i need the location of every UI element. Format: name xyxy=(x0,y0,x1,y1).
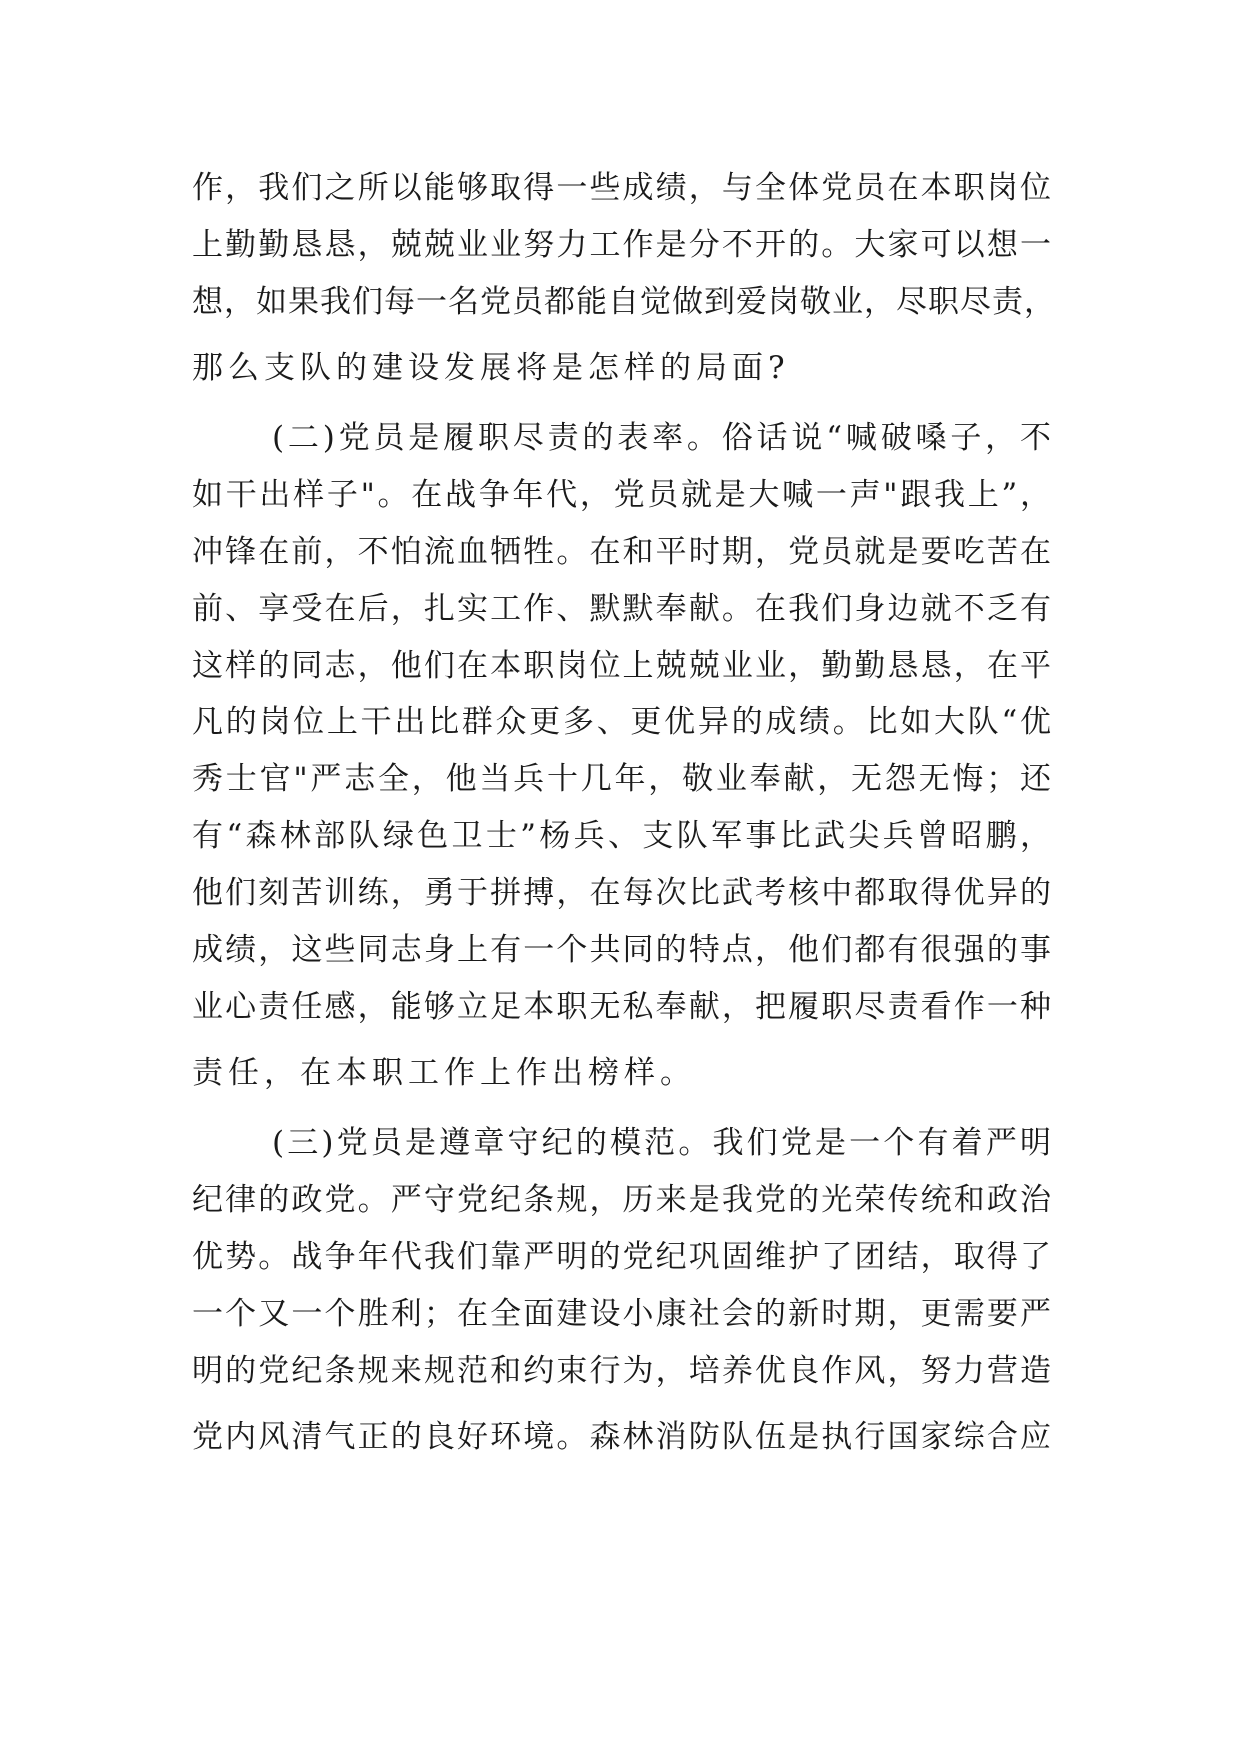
text-line: 凡的岗位上干出比群众更多、更优异的成绩。比如大队“优 xyxy=(192,704,1052,740)
text-line: 前、享受在后，扎实工作、默默奉献。在我们身边就不乏有 xyxy=(192,591,1052,627)
text-line: 一个又一个胜利；在全面建设小康社会的新时期，更需要严 xyxy=(192,1296,1052,1332)
text-line: 业心责任感，能够立足本职无私奉献，把履职尽责看作一种 xyxy=(192,989,1052,1025)
text-line: 想，如果我们每一名党员都能自觉做到爱岗敬业，尽职尽责， xyxy=(192,284,1056,320)
text-line: 秀士官"严志全，他当兵十几年，敬业奉献，无怨无悔；还 xyxy=(192,761,1052,797)
text-line: 作，我们之所以能够取得一些成绩，与全体党员在本职岗位 xyxy=(192,170,1052,206)
text-line: 责任，在本职工作上作出榜样。 xyxy=(192,1055,696,1091)
text-line: 党内风清气正的良好环境。森林消防队伍是执行国家综合应 xyxy=(192,1419,1052,1455)
text-line: 明的党纪条规来规范和约束行为，培养优良作风，努力营造 xyxy=(192,1353,1052,1389)
paragraph-heading-line: (二)党员是履职尽责的表率。俗话说“喊破嗓子，不 xyxy=(272,420,1052,456)
text-line: 纪律的政党。严守党纪条规，历来是我党的光荣传统和政治 xyxy=(192,1182,1052,1218)
text-line: 冲锋在前，不怕流血牺牲。在和平时期，党员就是要吃苦在 xyxy=(192,534,1052,570)
text-line: 上勤勤恳恳，兢兢业业努力工作是分不开的。大家可以想一 xyxy=(192,227,1052,263)
text-line: 如干出样子"。在战争年代，党员就是大喊一声"跟我上”， xyxy=(192,477,1052,513)
text-line: 有“森林部队绿色卫士”杨兵、支队军事比武尖兵曾昭鹏， xyxy=(192,818,1052,854)
paragraph-heading-line: (三)党员是遵章守纪的模范。我们党是一个有着严明 xyxy=(272,1125,1052,1161)
text-line: 他们刻苦训练，勇于拼搏，在每次比武考核中都取得优异的 xyxy=(192,875,1052,911)
text-line: 那么支队的建设发展将是怎样的局面? xyxy=(192,350,790,386)
text-line: 这样的同志，他们在本职岗位上兢兢业业，勤勤恳恳，在平 xyxy=(192,648,1052,684)
text-line: 成绩，这些同志身上有一个共同的特点，他们都有很强的事 xyxy=(192,932,1052,968)
text-line: 优势。战争年代我们靠严明的党纪巩固维护了团结，取得了 xyxy=(192,1239,1052,1275)
